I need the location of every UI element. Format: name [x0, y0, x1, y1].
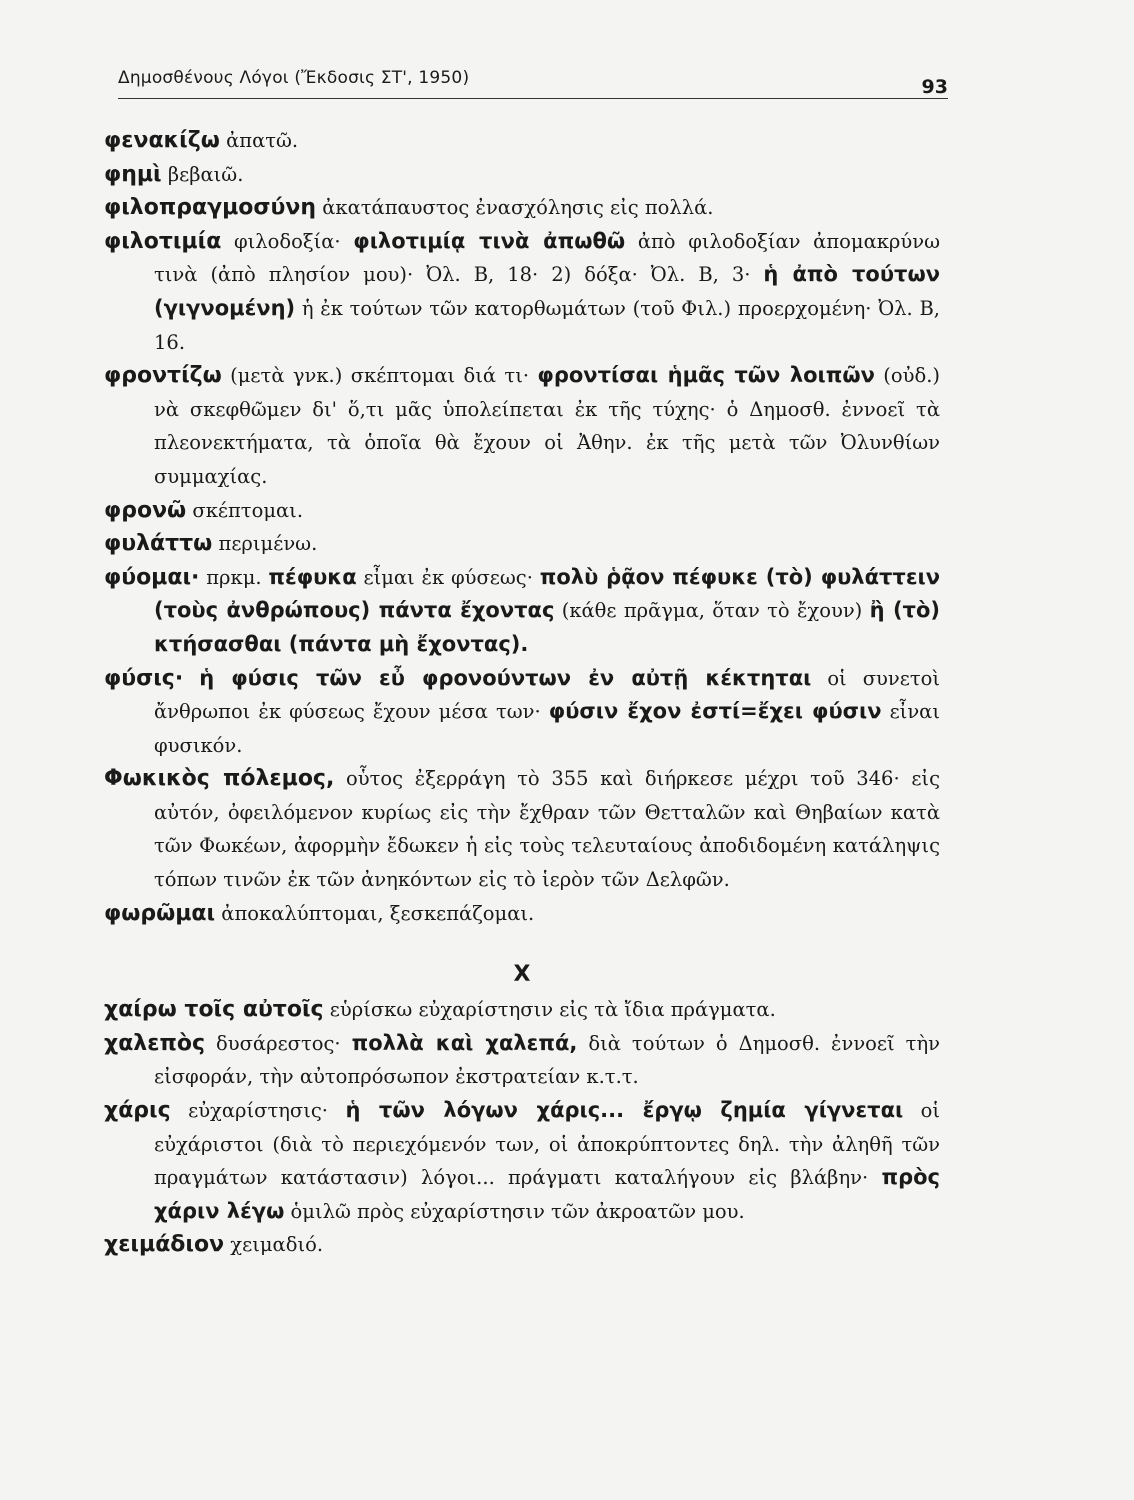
entry-headword: φροντίζω	[104, 363, 222, 389]
entry-headword: χειμάδιον	[104, 1232, 225, 1258]
entry-bold-phrase: φροντίσαι ἡμᾶς τῶν λοιπῶν	[537, 363, 875, 388]
entry-bold-phrase: φιλοτιμίᾳ τινὰ ἀπωθῶ	[353, 228, 626, 253]
entry-headword: φυλάττω	[104, 531, 213, 557]
entry-text: ἀποκαλύπτομαι, ξεσκεπάζομαι.	[215, 901, 535, 925]
glossary-entry	[104, 158, 940, 192]
entry-text	[183, 667, 199, 690]
glossary-entry	[104, 527, 940, 561]
entry-text: βεβαιῶ.	[161, 162, 244, 186]
entries-chi	[104, 993, 940, 1262]
entry-text: εὑρίσκω εὐχαρίστησιν εἰς τὰ ἴδια πράγματα.	[323, 998, 776, 1022]
entry-headword: χαίρω τοῖς αὐτοῖς	[104, 997, 324, 1023]
entry-text: (οὐδ.) νὰ σκεφθῶμεν δι' ὅ,τι μᾶς ὑπολείπεται ἐκ τῆς τύχης· ὁ Δημοσθ. ἐννοεῖ τὰ πλεονεκτήματα, τὰ ὁποῖα θὰ ἔχουν οἱ Ἀθην. ἐκ τῆς μετὰ τῶν Ὀλυνθίων συμμαχίας.	[154, 364, 940, 488]
entry-bold-phrase: ἢ (τὸ) κτήσασθαι (πάντα μὴ ἔχοντας).	[154, 598, 940, 656]
entry-headword: Φωκικὸς πόλεμος,	[104, 766, 335, 792]
entry-text: (κάθε πρᾶγμα, ὅταν τὸ ἔχουν)	[554, 599, 870, 623]
entry-text: εἶμαι ἐκ φύσεως·	[356, 565, 540, 589]
glossary-entry	[104, 359, 940, 493]
page-number: 93	[921, 76, 948, 98]
entry-text: ἡ ἐκ τούτων τῶν κατορθωμάτων (τοῦ Φιλ.) προερχομένη· Ὀλ. Β, 16.	[154, 296, 940, 354]
entry-headword: φημὶ	[104, 161, 162, 187]
entry-bold-phrase: πολὺ ῥᾷον πέφυκε (τὸ) φυλάττειν (τοὺς ἀνθρώπους) πάντα ἔχοντας	[154, 564, 940, 623]
entry-bold-phrase: ἡ ἀπὸ τούτων (γιγνομένη)	[154, 262, 940, 320]
entry-bold-phrase: πρὸς χάριν λέγω	[154, 1165, 940, 1223]
glossary-entry	[104, 225, 940, 359]
entries-phi	[104, 124, 940, 930]
entry-text: διὰ τούτων ὁ Δημοσθ. ἐννοεῖ τὴν εἰσφοράν, τὴν αὐτοπρόσωπον ἐκστρατείαν κ.τ.τ.	[154, 1031, 940, 1089]
glossary-entry	[104, 1228, 940, 1262]
entry-headword: φύομαι·	[104, 564, 200, 590]
entry-text: οὗτος ἐξερράγη τὸ 355 καὶ διήρκεσε μέχρι τοῦ 346· εἰς αὐτόν, ὀφειλόμενον κυρίως εἰς τὴν ἔχθραν τῶν Θετταλῶν καὶ Θηβαίων κατὰ τῶν Φωκέων, ἀφορμὴν ἔδωκεν ἡ εἰς τοὺς τελευταίους ἀποδιδομένη κατάληψις τόπων τινῶν ἐκ τῶν ἀνηκόντων εἰς τὸ ἱερὸν τῶν Δελφῶν.	[154, 767, 940, 892]
glossary-entry	[104, 561, 940, 662]
glossary-entries	[104, 124, 940, 1262]
entry-text: (μετὰ γνκ.) σκέπτομαι διά τι·	[221, 364, 538, 388]
entry-text: εἶναι φυσικόν.	[154, 700, 940, 757]
glossary-entry	[104, 1027, 940, 1094]
glossary-entry	[104, 662, 940, 763]
entry-text: εὐχαρίστησις·	[170, 1099, 346, 1123]
entry-text: οἱ εὐχάριστοι (διὰ τὸ περιεχόμενόν των, οἱ ἀποκρύπτοντες δηλ. τὴν ἀληθῆ τῶν πραγμάτων κατάστασιν) λόγοι... πράγματι καταλήγουν εἰς βλάβην·	[154, 1099, 940, 1190]
entry-headword: φιλοτιμία	[104, 228, 222, 254]
entry-headword: φιλοπραγμοσύνη	[104, 195, 317, 221]
entry-bold-phrase: ἡ φύσις τῶν εὖ φρονούντων ἐν αὐτῇ κέκτηται	[199, 665, 812, 690]
section-letter: Χ	[513, 962, 531, 988]
entry-text: ἀπατῶ.	[219, 129, 299, 152]
glossary-entry	[104, 191, 940, 225]
entry-bold-phrase: πέφυκα	[268, 564, 357, 589]
entry-bold-phrase: ἡ τῶν λόγων χάρις... ἔργῳ ζημία γίγνεται	[345, 1098, 904, 1123]
entry-headword: φύσις·	[104, 665, 184, 691]
running-header	[118, 62, 948, 99]
glossary-entry	[104, 1094, 940, 1228]
entry-bold-phrase: φύσιν ἔχον ἐστί=ἔχει φύσιν	[548, 699, 882, 724]
glossary-entry	[104, 124, 940, 158]
glossary-entry	[104, 897, 940, 931]
entry-text: περιμένω.	[212, 532, 318, 556]
entry-text: ἀκατάπαυστος ἐνασχόλησις εἰς πολλά.	[316, 196, 714, 220]
running-title: Δημοσθένους Λόγοι (Ἔκδοσις ΣΤ', 1950)	[118, 68, 470, 88]
entry-headword: φενακίζω	[104, 128, 220, 153]
entry-headword: φωρῶμαι	[104, 900, 216, 926]
entry-text: δυσάρεστος·	[205, 1031, 352, 1055]
entry-headword: χάρις	[104, 1098, 171, 1124]
glossary-entry	[104, 993, 940, 1027]
entry-text: σκέπτομαι.	[186, 498, 304, 522]
glossary-entry	[104, 762, 940, 896]
entry-text: οἱ συνετοὶ ἄνθρωποι ἐκ φύσεως ἔχουν μέσα των·	[154, 666, 941, 724]
glossary-entry	[104, 494, 940, 528]
entry-headword: φρονῶ	[104, 497, 187, 523]
entry-headword: χαλεπὸς	[104, 1030, 206, 1056]
entry-text: ὁμιλῶ πρὸς εὐχαρίστησιν τῶν ἀκροατῶν μου.	[284, 1199, 745, 1223]
entry-text: χειμαδιό.	[224, 1233, 324, 1257]
entry-text: ἀπὸ φιλοδοξίαν ἀπομακρύνω τινὰ (ἀπὸ πλησίον μου)· Ὀλ. Β, 18· 2) δόξα· Ὀλ. Β, 3·	[154, 229, 940, 287]
entry-bold-phrase: πολλὰ καὶ χαλεπά,	[351, 1030, 578, 1055]
entry-text: πρκμ.	[199, 565, 269, 589]
entry-text: φιλοδοξία·	[221, 229, 354, 253]
